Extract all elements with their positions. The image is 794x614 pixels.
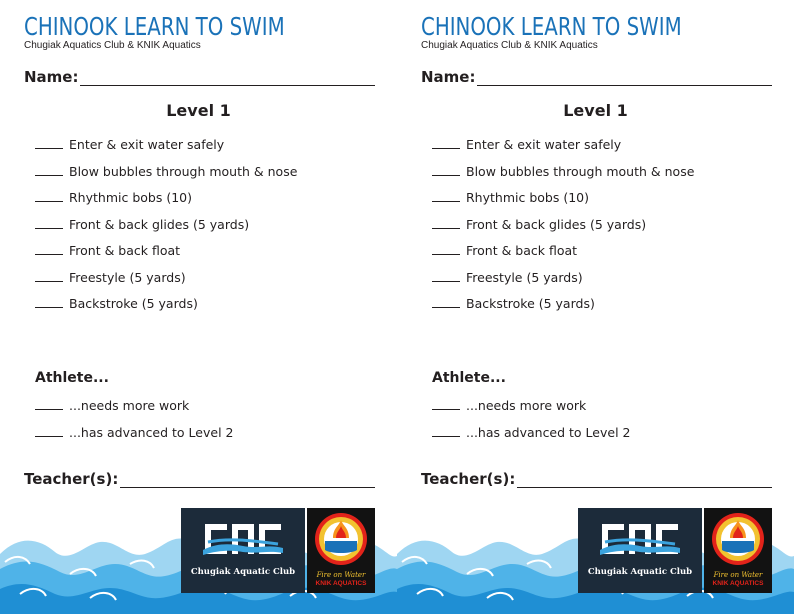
name-row [421, 68, 772, 86]
name-row [24, 68, 375, 86]
program-title: CHINOOK LEARN TO SWIM [24, 12, 285, 41]
teacher-field-line[interactable] [120, 473, 375, 488]
skill-label: Freestyle (5 yards) [69, 269, 186, 285]
knik-logo [307, 508, 375, 593]
checkbox-blank[interactable] [432, 270, 460, 282]
skill-item [432, 296, 694, 323]
skill-item [35, 243, 297, 270]
teacher-label: Teacher(s): [421, 470, 516, 488]
skill-label: Rhythmic bobs (10) [466, 190, 589, 205]
checkbox-blank[interactable] [432, 243, 460, 255]
cac-emblem-icon [600, 520, 680, 564]
skill-label: Front & back glides (5 yards) [69, 216, 250, 232]
name-field-line[interactable] [477, 71, 772, 86]
skill-item [432, 270, 694, 297]
checklist-card-right [397, 0, 794, 614]
skill-item [432, 137, 694, 164]
skill-item [35, 137, 297, 164]
outcome-item [35, 425, 233, 452]
skill-label: Blow bubbles through mouth & nose [69, 163, 298, 179]
checkbox-blank[interactable] [35, 425, 63, 437]
checkbox-blank[interactable] [35, 164, 63, 176]
knik-logo-tagline: Fire on Water [713, 571, 763, 579]
clubs-subtitle: Chugiak Aquatics Club & KNIK Aquatics [24, 40, 201, 51]
outcome-item [432, 398, 630, 425]
teacher-row [24, 470, 375, 488]
skill-label: Freestyle (5 yards) [466, 269, 583, 285]
knik-logo [704, 508, 772, 593]
checkbox-blank[interactable] [432, 137, 460, 149]
name-field-line[interactable] [80, 71, 375, 86]
outcome-label: ...has advanced to Level 2 [466, 424, 631, 440]
skill-item [35, 217, 297, 244]
knik-emblem-icon [704, 508, 772, 570]
skill-label: Front & back glides (5 yards) [466, 216, 647, 232]
skill-item [432, 164, 694, 191]
checkbox-blank[interactable] [432, 164, 460, 176]
cac-logo [578, 508, 702, 593]
skill-item [432, 243, 694, 270]
name-label: Name: [24, 68, 79, 86]
checkbox-blank[interactable] [35, 270, 63, 282]
athlete-heading: Athlete... [35, 370, 109, 386]
skill-label: Backstroke (5 yards) [69, 296, 198, 311]
knik-logo-name: KNIK AQUATICS [315, 580, 367, 587]
outcome-label: ...needs more work [466, 398, 587, 413]
skill-label: Backstroke (5 yards) [466, 296, 595, 311]
outcome-item [432, 425, 630, 452]
outcome-list [432, 398, 630, 451]
skill-item [432, 190, 694, 217]
cac-logo-text: Chugiak Aquatic Club [587, 567, 693, 577]
checkbox-blank[interactable] [35, 190, 63, 202]
skill-label: Rhythmic bobs (10) [69, 190, 192, 205]
checkbox-blank[interactable] [432, 296, 460, 308]
cac-logo-text: Chugiak Aquatic Club [190, 567, 296, 577]
checkbox-blank[interactable] [432, 398, 460, 410]
skills-list [432, 137, 694, 323]
knik-logo-name: KNIK AQUATICS [712, 580, 764, 587]
skill-item [35, 164, 297, 191]
cac-emblem-icon [203, 520, 283, 564]
program-title: CHINOOK LEARN TO SWIM [421, 12, 682, 41]
knik-logo-tagline: Fire on Water [316, 571, 366, 579]
checkbox-blank[interactable] [432, 190, 460, 202]
teacher-field-line[interactable] [517, 473, 772, 488]
athlete-heading: Athlete... [432, 370, 506, 386]
skill-item [35, 296, 297, 323]
checkbox-blank[interactable] [35, 137, 63, 149]
skill-label: Enter & exit water safely [69, 137, 225, 152]
outcome-label: ...needs more work [69, 398, 190, 413]
skill-label: Front & back float [69, 243, 181, 258]
teacher-row [421, 470, 772, 488]
skill-label: Front & back float [466, 243, 578, 258]
checkbox-blank[interactable] [432, 217, 460, 229]
skill-label: Enter & exit water safely [466, 137, 622, 152]
skill-label: Blow bubbles through mouth & nose [466, 163, 695, 179]
outcome-item [35, 398, 233, 425]
skill-item [432, 217, 694, 244]
checkbox-blank[interactable] [35, 243, 63, 255]
outcome-list [35, 398, 233, 451]
checkbox-blank[interactable] [432, 425, 460, 437]
name-label: Name: [421, 68, 476, 86]
checkbox-blank[interactable] [35, 217, 63, 229]
knik-emblem-icon [307, 508, 375, 570]
level-heading: Level 1 [166, 101, 231, 120]
skill-item [35, 190, 297, 217]
level-heading: Level 1 [563, 101, 628, 120]
checkbox-blank[interactable] [35, 398, 63, 410]
skills-list [35, 137, 297, 323]
cac-logo [181, 508, 305, 593]
skill-item [35, 270, 297, 297]
checkbox-blank[interactable] [35, 296, 63, 308]
teacher-label: Teacher(s): [24, 470, 119, 488]
outcome-label: ...has advanced to Level 2 [69, 424, 234, 440]
clubs-subtitle: Chugiak Aquatics Club & KNIK Aquatics [421, 40, 598, 51]
